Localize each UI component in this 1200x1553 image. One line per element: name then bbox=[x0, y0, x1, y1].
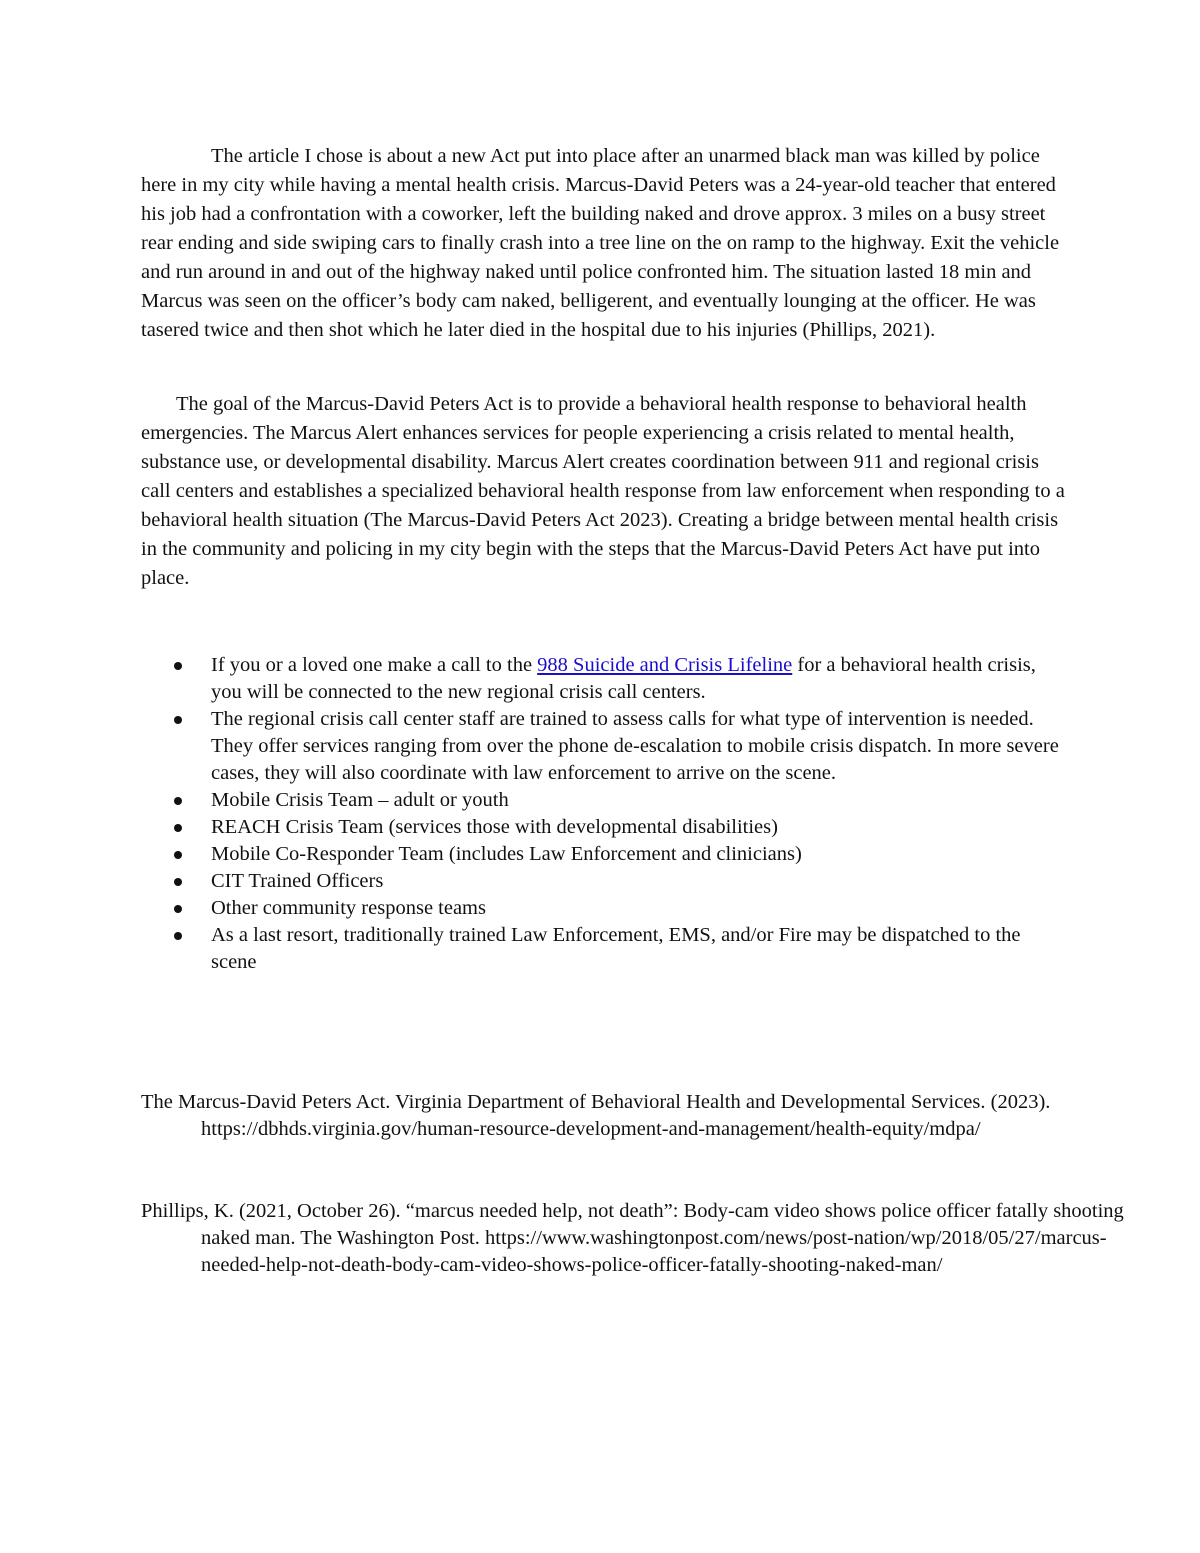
lifeline-link[interactable]: 988 Suicide and Crisis Lifeline bbox=[537, 654, 793, 676]
list-item-text: Mobile Crisis Team – adult or youth bbox=[211, 789, 509, 811]
services-bullet-list bbox=[141, 652, 1066, 976]
bullet-icon bbox=[174, 662, 182, 670]
intro-paragraph: The article I chose is about a new Act put into place after an unarmed black man was killed by police here in my city while having a mental health crisis. Marcus-David Peters was a 24-year-old teacher that entered his job had a confrontation with a coworker, left the building naked and drove approx. 3 miles on a busy street rear ending and side swiping cars to finally crash into a tree line on the on ramp to the highway. Exit the vehicle and run around in and out of the highway naked until police confronted him. The situation lasted 18 min and Marcus was seen on the officer’s body cam naked, belligerent, and eventually lounging at the officer. He was tasered twice and then shot which he later died in the hospital due to his injuries (Phillips, 2021). bbox=[141, 145, 1060, 341]
bullet-icon bbox=[174, 824, 182, 832]
list-item bbox=[141, 841, 1066, 868]
list-item bbox=[141, 706, 1066, 787]
list-item-text: The regional crisis call center staff are trained to assess calls for what type of intervention is needed. They offer services ranging from over the phone de-escalation to mobile crisis dispatch. In more severe cases, they will also coordinate with law enforcement to arrive on the scene. bbox=[211, 708, 1059, 784]
bullet-icon bbox=[174, 932, 182, 940]
list-item bbox=[141, 895, 1066, 922]
list-item bbox=[141, 868, 1066, 895]
list-item bbox=[141, 922, 1066, 976]
bullet-icon bbox=[174, 716, 182, 724]
list-item bbox=[141, 814, 1066, 841]
bullet-icon bbox=[174, 851, 182, 859]
list-item-text: CIT Trained Officers bbox=[211, 870, 384, 892]
list-item-text: Mobile Co-Responder Team (includes Law Enforcement and clinicians) bbox=[211, 843, 802, 865]
bullet-icon bbox=[174, 878, 182, 886]
reference-dbhds: The Marcus-David Peters Act. Virginia Department of Behavioral Health and Developmental Services. (2023). https://dbhds.virginia.gov/human-resource-development-and-management/health-equity/mdpa/ bbox=[141, 1091, 1051, 1140]
list-item-text-before: If you or a loved one make a call to the bbox=[211, 654, 538, 676]
bullet-icon bbox=[174, 797, 182, 805]
list-item-text: Other community response teams bbox=[211, 897, 486, 919]
list-item-text: REACH Crisis Team (services those with developmental disabilities) bbox=[211, 816, 778, 838]
list-item bbox=[141, 787, 1066, 814]
reference-phillips: Phillips, K. (2021, October 26). “marcus needed help, not death”: Body-cam video shows police officer fatally shooting naked man. The Washington Post. https://www.washingtonpost.com/news/post-nation/wp/2018/05/27/marcus-needed-help-not-death-body-cam-video-shows-police-officer-fatally-shooting-naked-man/ bbox=[141, 1200, 1124, 1276]
act-goal-paragraph: The goal of the Marcus-David Peters Act is to provide a behavioral health response to behavioral health emergencies. The Marcus Alert enhances services for people experiencing a crisis related to mental health, substance use, or developmental disability. Marcus Alert creates coordination between 911 and regional crisis call centers and establishes a specialized behavioral health response from law enforcement when responding to a behavioral health situation (The Marcus-David Peters Act 2023). Creating a bridge between mental health crisis in the community and policing in my city begin with the steps that the Marcus-David Peters Act have put into place. bbox=[141, 393, 1065, 589]
bullet-icon bbox=[174, 905, 182, 913]
list-item-text-after: for a behavioral health crisis, you will be connected to the new regional crisis call centers. bbox=[211, 654, 1036, 703]
list-item bbox=[141, 652, 1066, 706]
list-item-text: As a last resort, traditionally trained Law Enforcement, EMS, and/or Fire may be dispatched to the scene bbox=[211, 924, 1021, 973]
